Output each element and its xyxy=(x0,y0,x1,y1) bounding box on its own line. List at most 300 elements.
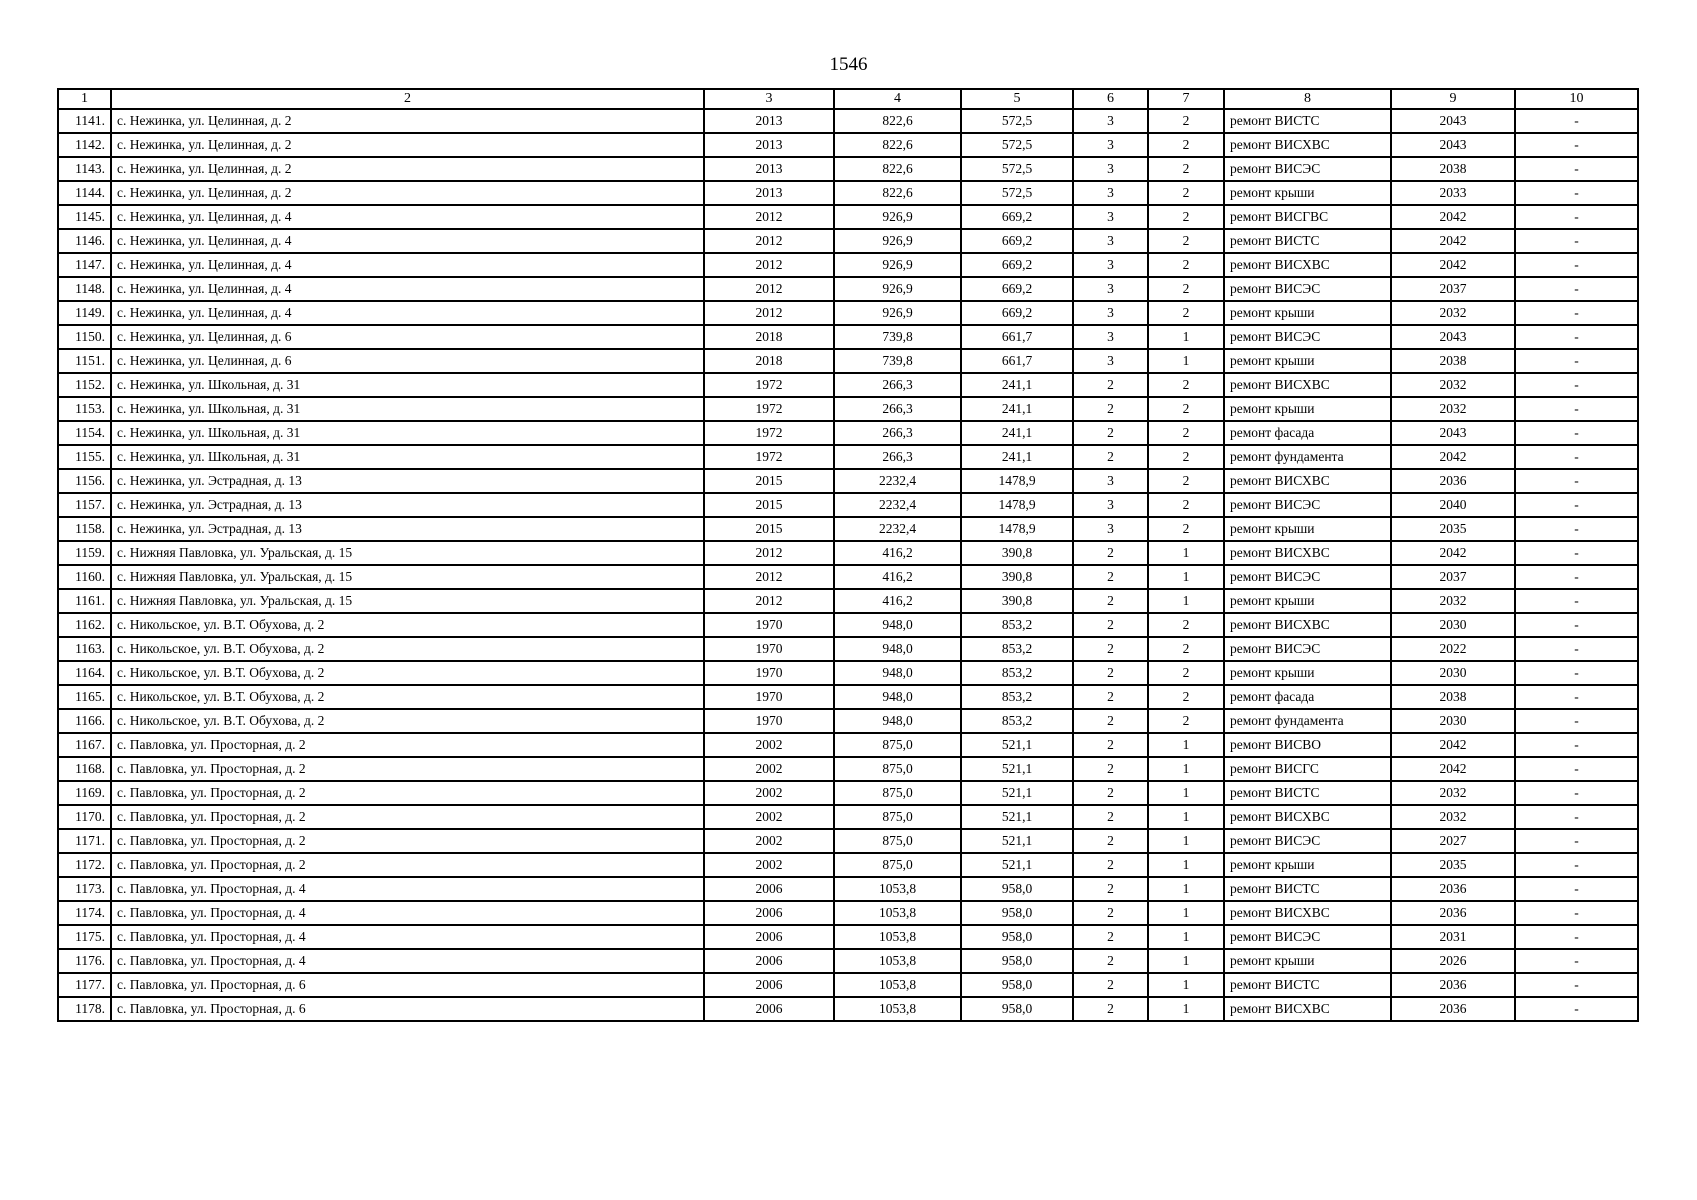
column-header: 4 xyxy=(834,89,961,109)
year-built-cell: 2015 xyxy=(704,517,834,541)
address-cell: с. Нежинка, ул. Эстрадная, д. 13 xyxy=(111,517,704,541)
table-row xyxy=(58,205,1638,229)
address-cell: с. Нежинка, ул. Целинная, д. 4 xyxy=(111,301,704,325)
planned-year-cell: 2032 xyxy=(1391,589,1515,613)
planned-year-cell: 2035 xyxy=(1391,517,1515,541)
work-type-cell: ремонт ВИСГС xyxy=(1224,757,1391,781)
floors-cell: 2 xyxy=(1073,637,1148,661)
floors-cell: 2 xyxy=(1073,661,1148,685)
floors-cell: 2 xyxy=(1073,613,1148,637)
entrances-cell: 2 xyxy=(1148,277,1224,301)
floors-cell: 2 xyxy=(1073,901,1148,925)
floors-cell: 3 xyxy=(1073,493,1148,517)
address-cell: с. Павловка, ул. Просторная, д. 2 xyxy=(111,829,704,853)
table-row xyxy=(58,349,1638,373)
column-number-header-row xyxy=(58,89,1638,109)
living-area-cell: 572,5 xyxy=(961,109,1073,133)
table-row xyxy=(58,877,1638,901)
planned-year-cell: 2042 xyxy=(1391,757,1515,781)
note-cell: - xyxy=(1515,997,1638,1021)
work-type-cell: ремонт ВИСЭС xyxy=(1224,157,1391,181)
work-type-cell: ремонт ВИСЭС xyxy=(1224,325,1391,349)
floors-cell: 3 xyxy=(1073,517,1148,541)
address-cell: с. Никольское, ул. В.Т. Обухова, д. 2 xyxy=(111,709,704,733)
table-row xyxy=(58,133,1638,157)
address-cell: с. Нежинка, ул. Школьная, д. 31 xyxy=(111,445,704,469)
total-area-cell: 266,3 xyxy=(834,373,961,397)
note-cell: - xyxy=(1515,637,1638,661)
note-cell: - xyxy=(1515,589,1638,613)
living-area-cell: 521,1 xyxy=(961,829,1073,853)
column-header: 6 xyxy=(1073,89,1148,109)
floors-cell: 3 xyxy=(1073,229,1148,253)
living-area-cell: 241,1 xyxy=(961,397,1073,421)
table-row xyxy=(58,805,1638,829)
entrances-cell: 1 xyxy=(1148,901,1224,925)
entrances-cell: 2 xyxy=(1148,157,1224,181)
year-built-cell: 2015 xyxy=(704,493,834,517)
note-cell: - xyxy=(1515,109,1638,133)
living-area-cell: 521,1 xyxy=(961,805,1073,829)
address-cell: с. Павловка, ул. Просторная, д. 2 xyxy=(111,853,704,877)
planned-year-cell: 2036 xyxy=(1391,973,1515,997)
work-type-cell: ремонт ВИСХВС xyxy=(1224,613,1391,637)
floors-cell: 3 xyxy=(1073,301,1148,325)
planned-year-cell: 2038 xyxy=(1391,157,1515,181)
entrances-cell: 2 xyxy=(1148,709,1224,733)
year-built-cell: 2013 xyxy=(704,157,834,181)
living-area-cell: 241,1 xyxy=(961,445,1073,469)
entrances-cell: 2 xyxy=(1148,421,1224,445)
table-row xyxy=(58,853,1638,877)
floors-cell: 2 xyxy=(1073,949,1148,973)
row-number-cell: 1143. xyxy=(58,157,111,181)
row-number-cell: 1145. xyxy=(58,205,111,229)
column-header: 8 xyxy=(1224,89,1391,109)
entrances-cell: 1 xyxy=(1148,733,1224,757)
note-cell: - xyxy=(1515,205,1638,229)
entrances-cell: 2 xyxy=(1148,373,1224,397)
work-type-cell: ремонт крыши xyxy=(1224,181,1391,205)
address-cell: с. Павловка, ул. Просторная, д. 2 xyxy=(111,805,704,829)
planned-year-cell: 2040 xyxy=(1391,493,1515,517)
living-area-cell: 853,2 xyxy=(961,613,1073,637)
living-area-cell: 572,5 xyxy=(961,133,1073,157)
row-number-cell: 1149. xyxy=(58,301,111,325)
floors-cell: 2 xyxy=(1073,805,1148,829)
address-cell: с. Нежинка, ул. Целинная, д. 2 xyxy=(111,109,704,133)
note-cell: - xyxy=(1515,613,1638,637)
table-row xyxy=(58,589,1638,613)
total-area-cell: 1053,8 xyxy=(834,901,961,925)
total-area-cell: 948,0 xyxy=(834,709,961,733)
floors-cell: 2 xyxy=(1073,781,1148,805)
entrances-cell: 1 xyxy=(1148,949,1224,973)
row-number-cell: 1160. xyxy=(58,565,111,589)
work-type-cell: ремонт ВИСЭС xyxy=(1224,925,1391,949)
work-type-cell: ремонт крыши xyxy=(1224,949,1391,973)
planned-year-cell: 2042 xyxy=(1391,733,1515,757)
total-area-cell: 1053,8 xyxy=(834,973,961,997)
note-cell: - xyxy=(1515,973,1638,997)
planned-year-cell: 2035 xyxy=(1391,853,1515,877)
year-built-cell: 2002 xyxy=(704,805,834,829)
note-cell: - xyxy=(1515,349,1638,373)
floors-cell: 2 xyxy=(1073,757,1148,781)
planned-year-cell: 2032 xyxy=(1391,781,1515,805)
row-number-cell: 1148. xyxy=(58,277,111,301)
living-area-cell: 669,2 xyxy=(961,229,1073,253)
entrances-cell: 2 xyxy=(1148,205,1224,229)
row-number-cell: 1155. xyxy=(58,445,111,469)
living-area-cell: 958,0 xyxy=(961,925,1073,949)
table-row xyxy=(58,373,1638,397)
year-built-cell: 2012 xyxy=(704,589,834,613)
table-row xyxy=(58,109,1638,133)
column-header: 2 xyxy=(111,89,704,109)
note-cell: - xyxy=(1515,733,1638,757)
column-header: 9 xyxy=(1391,89,1515,109)
entrances-cell: 2 xyxy=(1148,517,1224,541)
living-area-cell: 390,8 xyxy=(961,541,1073,565)
entrances-cell: 2 xyxy=(1148,445,1224,469)
total-area-cell: 1053,8 xyxy=(834,997,961,1021)
total-area-cell: 2232,4 xyxy=(834,517,961,541)
entrances-cell: 1 xyxy=(1148,565,1224,589)
year-built-cell: 2002 xyxy=(704,829,834,853)
living-area-cell: 669,2 xyxy=(961,301,1073,325)
total-area-cell: 2232,4 xyxy=(834,469,961,493)
total-area-cell: 266,3 xyxy=(834,397,961,421)
entrances-cell: 1 xyxy=(1148,853,1224,877)
note-cell: - xyxy=(1515,853,1638,877)
note-cell: - xyxy=(1515,157,1638,181)
note-cell: - xyxy=(1515,133,1638,157)
column-header: 10 xyxy=(1515,89,1638,109)
work-type-cell: ремонт крыши xyxy=(1224,517,1391,541)
planned-year-cell: 2030 xyxy=(1391,709,1515,733)
floors-cell: 3 xyxy=(1073,157,1148,181)
planned-year-cell: 2042 xyxy=(1391,229,1515,253)
table-row xyxy=(58,757,1638,781)
entrances-cell: 2 xyxy=(1148,181,1224,205)
row-number-cell: 1152. xyxy=(58,373,111,397)
work-type-cell: ремонт ВИСХВС xyxy=(1224,373,1391,397)
work-type-cell: ремонт ВИСЭС xyxy=(1224,829,1391,853)
note-cell: - xyxy=(1515,661,1638,685)
total-area-cell: 2232,4 xyxy=(834,493,961,517)
row-number-cell: 1171. xyxy=(58,829,111,853)
year-built-cell: 1970 xyxy=(704,661,834,685)
planned-year-cell: 2032 xyxy=(1391,301,1515,325)
row-number-cell: 1161. xyxy=(58,589,111,613)
year-built-cell: 2012 xyxy=(704,205,834,229)
table-row xyxy=(58,565,1638,589)
row-number-cell: 1142. xyxy=(58,133,111,157)
address-cell: с. Павловка, ул. Просторная, д. 4 xyxy=(111,901,704,925)
work-type-cell: ремонт крыши xyxy=(1224,301,1391,325)
work-type-cell: ремонт ВИСГВС xyxy=(1224,205,1391,229)
address-cell: с. Нежинка, ул. Школьная, д. 31 xyxy=(111,373,704,397)
entrances-cell: 1 xyxy=(1148,829,1224,853)
living-area-cell: 661,7 xyxy=(961,349,1073,373)
note-cell: - xyxy=(1515,253,1638,277)
planned-year-cell: 2037 xyxy=(1391,565,1515,589)
planned-year-cell: 2032 xyxy=(1391,373,1515,397)
floors-cell: 3 xyxy=(1073,469,1148,493)
work-type-cell: ремонт фундамента xyxy=(1224,709,1391,733)
year-built-cell: 2012 xyxy=(704,253,834,277)
work-type-cell: ремонт ВИСХВС xyxy=(1224,541,1391,565)
living-area-cell: 853,2 xyxy=(961,685,1073,709)
entrances-cell: 2 xyxy=(1148,685,1224,709)
address-cell: с. Никольское, ул. В.Т. Обухова, д. 2 xyxy=(111,685,704,709)
row-number-cell: 1177. xyxy=(58,973,111,997)
table-row xyxy=(58,709,1638,733)
floors-cell: 3 xyxy=(1073,253,1148,277)
floors-cell: 3 xyxy=(1073,133,1148,157)
planned-year-cell: 2022 xyxy=(1391,637,1515,661)
table-body xyxy=(58,109,1638,1021)
entrances-cell: 2 xyxy=(1148,613,1224,637)
column-header: 5 xyxy=(961,89,1073,109)
living-area-cell: 958,0 xyxy=(961,901,1073,925)
work-type-cell: ремонт фундамента xyxy=(1224,445,1391,469)
planned-year-cell: 2038 xyxy=(1391,349,1515,373)
living-area-cell: 669,2 xyxy=(961,253,1073,277)
note-cell: - xyxy=(1515,805,1638,829)
living-area-cell: 241,1 xyxy=(961,421,1073,445)
year-built-cell: 2002 xyxy=(704,733,834,757)
note-cell: - xyxy=(1515,949,1638,973)
address-cell: с. Павловка, ул. Просторная, д. 2 xyxy=(111,757,704,781)
address-cell: с. Нежинка, ул. Целинная, д. 4 xyxy=(111,205,704,229)
total-area-cell: 926,9 xyxy=(834,205,961,229)
address-cell: с. Нежинка, ул. Целинная, д. 4 xyxy=(111,229,704,253)
total-area-cell: 822,6 xyxy=(834,109,961,133)
floors-cell: 2 xyxy=(1073,397,1148,421)
address-cell: с. Нежинка, ул. Эстрадная, д. 13 xyxy=(111,469,704,493)
address-cell: с. Павловка, ул. Просторная, д. 4 xyxy=(111,925,704,949)
note-cell: - xyxy=(1515,301,1638,325)
table-row xyxy=(58,661,1638,685)
living-area-cell: 958,0 xyxy=(961,973,1073,997)
address-cell: с. Павловка, ул. Просторная, д. 4 xyxy=(111,949,704,973)
address-cell: с. Никольское, ул. В.Т. Обухова, д. 2 xyxy=(111,661,704,685)
total-area-cell: 416,2 xyxy=(834,565,961,589)
living-area-cell: 521,1 xyxy=(961,781,1073,805)
planned-year-cell: 2042 xyxy=(1391,205,1515,229)
year-built-cell: 1972 xyxy=(704,397,834,421)
row-number-cell: 1144. xyxy=(58,181,111,205)
table-row xyxy=(58,277,1638,301)
year-built-cell: 1972 xyxy=(704,445,834,469)
work-type-cell: ремонт крыши xyxy=(1224,589,1391,613)
address-cell: с. Нежинка, ул. Целинная, д. 2 xyxy=(111,133,704,157)
note-cell: - xyxy=(1515,325,1638,349)
entrances-cell: 2 xyxy=(1148,637,1224,661)
planned-year-cell: 2036 xyxy=(1391,877,1515,901)
table-row xyxy=(58,541,1638,565)
row-number-cell: 1170. xyxy=(58,805,111,829)
work-type-cell: ремонт ВИСЭС xyxy=(1224,277,1391,301)
row-number-cell: 1157. xyxy=(58,493,111,517)
floors-cell: 2 xyxy=(1073,997,1148,1021)
table-row xyxy=(58,397,1638,421)
year-built-cell: 2012 xyxy=(704,541,834,565)
year-built-cell: 1972 xyxy=(704,421,834,445)
note-cell: - xyxy=(1515,181,1638,205)
planned-year-cell: 2030 xyxy=(1391,661,1515,685)
work-type-cell: ремонт ВИСТС xyxy=(1224,229,1391,253)
living-area-cell: 521,1 xyxy=(961,733,1073,757)
living-area-cell: 853,2 xyxy=(961,709,1073,733)
note-cell: - xyxy=(1515,373,1638,397)
floors-cell: 3 xyxy=(1073,181,1148,205)
living-area-cell: 521,1 xyxy=(961,853,1073,877)
row-number-cell: 1158. xyxy=(58,517,111,541)
table-row xyxy=(58,733,1638,757)
planned-year-cell: 2026 xyxy=(1391,949,1515,973)
year-built-cell: 2013 xyxy=(704,181,834,205)
entrances-cell: 2 xyxy=(1148,109,1224,133)
table-row xyxy=(58,829,1638,853)
row-number-cell: 1146. xyxy=(58,229,111,253)
page-number: 1546 xyxy=(829,54,868,75)
work-type-cell: ремонт фасада xyxy=(1224,685,1391,709)
total-area-cell: 822,6 xyxy=(834,133,961,157)
year-built-cell: 2012 xyxy=(704,229,834,253)
living-area-cell: 1478,9 xyxy=(961,517,1073,541)
year-built-cell: 1970 xyxy=(704,685,834,709)
planned-year-cell: 2036 xyxy=(1391,901,1515,925)
living-area-cell: 669,2 xyxy=(961,277,1073,301)
planned-year-cell: 2037 xyxy=(1391,277,1515,301)
living-area-cell: 853,2 xyxy=(961,637,1073,661)
living-area-cell: 958,0 xyxy=(961,997,1073,1021)
planned-year-cell: 2030 xyxy=(1391,613,1515,637)
year-built-cell: 2006 xyxy=(704,973,834,997)
entrances-cell: 2 xyxy=(1148,229,1224,253)
total-area-cell: 926,9 xyxy=(834,229,961,253)
work-type-cell: ремонт ВИСТС xyxy=(1224,781,1391,805)
address-cell: с. Нежинка, ул. Школьная, д. 31 xyxy=(111,397,704,421)
work-type-cell: ремонт ВИСТС xyxy=(1224,973,1391,997)
address-cell: с. Никольское, ул. В.Т. Обухова, д. 2 xyxy=(111,637,704,661)
floors-cell: 3 xyxy=(1073,205,1148,229)
note-cell: - xyxy=(1515,925,1638,949)
address-cell: с. Павловка, ул. Просторная, д. 6 xyxy=(111,997,704,1021)
living-area-cell: 572,5 xyxy=(961,157,1073,181)
note-cell: - xyxy=(1515,565,1638,589)
note-cell: - xyxy=(1515,277,1638,301)
total-area-cell: 416,2 xyxy=(834,589,961,613)
living-area-cell: 958,0 xyxy=(961,877,1073,901)
entrances-cell: 2 xyxy=(1148,493,1224,517)
floors-cell: 2 xyxy=(1073,421,1148,445)
planned-year-cell: 2043 xyxy=(1391,325,1515,349)
year-built-cell: 2002 xyxy=(704,781,834,805)
living-area-cell: 390,8 xyxy=(961,565,1073,589)
total-area-cell: 266,3 xyxy=(834,445,961,469)
work-type-cell: ремонт крыши xyxy=(1224,853,1391,877)
year-built-cell: 2012 xyxy=(704,277,834,301)
year-built-cell: 2018 xyxy=(704,349,834,373)
work-type-cell: ремонт ВИСХВС xyxy=(1224,805,1391,829)
table-row xyxy=(58,445,1638,469)
entrances-cell: 1 xyxy=(1148,589,1224,613)
table-row xyxy=(58,181,1638,205)
floors-cell: 3 xyxy=(1073,109,1148,133)
living-area-cell: 521,1 xyxy=(961,757,1073,781)
address-cell: с. Нежинка, ул. Школьная, д. 31 xyxy=(111,421,704,445)
living-area-cell: 958,0 xyxy=(961,949,1073,973)
planned-year-cell: 2027 xyxy=(1391,829,1515,853)
table-row xyxy=(58,973,1638,997)
entrances-cell: 1 xyxy=(1148,973,1224,997)
row-number-cell: 1163. xyxy=(58,637,111,661)
note-cell: - xyxy=(1515,421,1638,445)
year-built-cell: 2015 xyxy=(704,469,834,493)
living-area-cell: 390,8 xyxy=(961,589,1073,613)
year-built-cell: 2013 xyxy=(704,109,834,133)
year-built-cell: 1970 xyxy=(704,637,834,661)
row-number-cell: 1168. xyxy=(58,757,111,781)
note-cell: - xyxy=(1515,709,1638,733)
floors-cell: 3 xyxy=(1073,349,1148,373)
note-cell: - xyxy=(1515,517,1638,541)
note-cell: - xyxy=(1515,445,1638,469)
table-row xyxy=(58,493,1638,517)
work-type-cell: ремонт ВИСХВС xyxy=(1224,469,1391,493)
address-cell: с. Павловка, ул. Просторная, д. 2 xyxy=(111,781,704,805)
planned-year-cell: 2033 xyxy=(1391,181,1515,205)
entrances-cell: 1 xyxy=(1148,997,1224,1021)
total-area-cell: 1053,8 xyxy=(834,949,961,973)
floors-cell: 2 xyxy=(1073,373,1148,397)
planned-year-cell: 2038 xyxy=(1391,685,1515,709)
note-cell: - xyxy=(1515,877,1638,901)
planned-year-cell: 2036 xyxy=(1391,997,1515,1021)
table-row xyxy=(58,781,1638,805)
entrances-cell: 1 xyxy=(1148,925,1224,949)
note-cell: - xyxy=(1515,781,1638,805)
note-cell: - xyxy=(1515,685,1638,709)
living-area-cell: 1478,9 xyxy=(961,493,1073,517)
total-area-cell: 926,9 xyxy=(834,253,961,277)
planned-year-cell: 2043 xyxy=(1391,421,1515,445)
address-cell: с. Нежинка, ул. Целинная, д. 6 xyxy=(111,325,704,349)
work-type-cell: ремонт ВИСХВС xyxy=(1224,133,1391,157)
year-built-cell: 1970 xyxy=(704,709,834,733)
entrances-cell: 1 xyxy=(1148,325,1224,349)
total-area-cell: 926,9 xyxy=(834,301,961,325)
year-built-cell: 2012 xyxy=(704,565,834,589)
work-type-cell: ремонт ВИСХВС xyxy=(1224,901,1391,925)
floors-cell: 2 xyxy=(1073,445,1148,469)
column-header: 1 xyxy=(58,89,111,109)
year-built-cell: 2006 xyxy=(704,901,834,925)
row-number-cell: 1141. xyxy=(58,109,111,133)
note-cell: - xyxy=(1515,229,1638,253)
row-number-cell: 1174. xyxy=(58,901,111,925)
column-header: 3 xyxy=(704,89,834,109)
year-built-cell: 2002 xyxy=(704,757,834,781)
table-row xyxy=(58,637,1638,661)
entrances-cell: 2 xyxy=(1148,469,1224,493)
total-area-cell: 1053,8 xyxy=(834,877,961,901)
total-area-cell: 822,6 xyxy=(834,181,961,205)
